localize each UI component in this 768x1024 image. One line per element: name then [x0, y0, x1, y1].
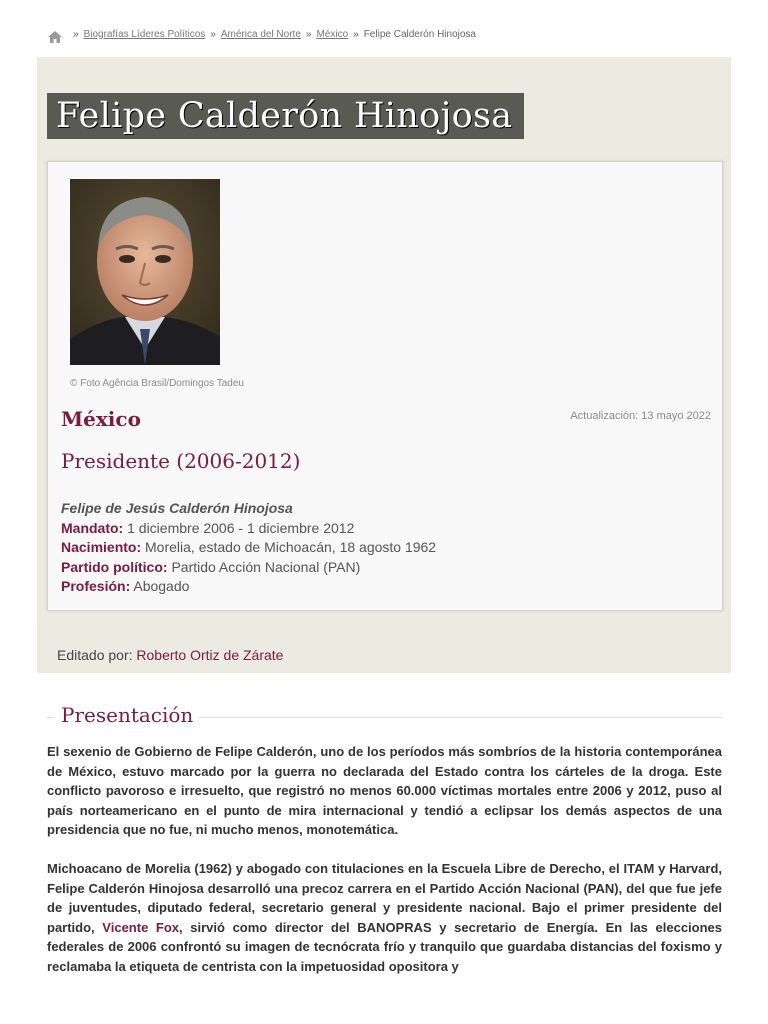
fact-label: Partido político: — [61, 558, 168, 575]
page-title: Felipe Calderón Hinojosa — [56, 96, 513, 136]
editor-name-link[interactable]: Roberto Ortiz de Zárate — [136, 647, 284, 663]
breadcrumb-separator: » — [210, 28, 216, 40]
editor-prefix: Editado por: — [57, 647, 133, 663]
fact-value: Abogado — [133, 578, 190, 595]
fact-label: Mandato: — [61, 519, 124, 536]
photo-credit: © Foto Agência Brasil/Domingos Tadeu — [70, 378, 244, 389]
paragraph-text: Michoacano de Morelia (1962) y abogado con titulaciones en la Escuela Libre de Derecho, el ITAM y Harvard, Felipe Calderón Hinojosa desarrolló una precoz carrera en el Partido Acción Nacional (PAN), del que fue jefe de juventudes, diputado federal, secretario general y presidente nacional. Bajo el primer presidente del partido, — [47, 861, 722, 935]
fact-value: 1 diciembre 2006 - 1 diciembre 2012 — [127, 519, 355, 536]
full-name: Felipe de Jesús Calderón Hinojosa — [61, 500, 293, 516]
breadcrumb-link-america-norte[interactable]: América del Norte — [220, 28, 301, 40]
home-icon[interactable] — [48, 31, 62, 43]
fact-value: Partido Acción Nacional (PAN) — [171, 558, 361, 575]
fact-label: Profesión: — [61, 578, 131, 595]
breadcrumb-current: Felipe Calderón Hinojosa — [363, 28, 476, 40]
vicente-fox-link[interactable]: Vicente Fox — [102, 919, 180, 935]
fact-partido — [61, 558, 436, 578]
breadcrumb-separator: » — [305, 28, 312, 40]
breadcrumb-separator: » — [73, 28, 79, 40]
breadcrumb-separator: » — [353, 28, 359, 40]
section-heading-presentacion — [47, 703, 722, 731]
paragraph — [47, 859, 722, 976]
update-date: Actualización: 13 mayo 2022 — [570, 410, 711, 422]
breadcrumb-link-biografias[interactable]: Biografías Líderes Políticos — [83, 28, 206, 40]
profile-card — [47, 161, 723, 611]
paragraph: El sexenio de Gobierno de Felipe Calderón, uno de los períodos más sombríos de la historia contemporánea de México, estuvo marcado por la guerra no declarada del Estado contra los cárteles de la droga. Este conflicto pavoroso e irresuelto, que registró no menos 60.000 víctimas mortales entre 2006 y 2012, puso al país norteamericano en el punto de mira internacional y tendió a eclipsar los demás aspectos de una presidencia que no fue, ni mucho menos, monotemática. — [47, 744, 722, 837]
role-label: Presidente (2006-2012) — [61, 449, 301, 473]
article-body — [47, 742, 722, 996]
section-title: Presentación — [61, 703, 194, 727]
page-title-box — [47, 93, 524, 139]
fact-mandato — [61, 519, 436, 539]
fact-label: Nacimiento: — [61, 539, 142, 556]
country-label: México — [61, 407, 141, 431]
paragraph-text: , sirvió como director del BANOPRAS y secretario de Energía. En las elecciones federales de 2006 confrontó su imagen de tecnócrata frío y tranquilo que guardaba distancias del foxismo y reclamaba la etiqueta de centrista con la impetuosidad opositora y — [47, 919, 723, 974]
breadcrumb — [48, 28, 476, 40]
heading-rule — [199, 717, 722, 718]
profile-header-panel — [37, 57, 731, 673]
heading-rule — [47, 717, 54, 718]
editor-credit — [57, 647, 283, 663]
fact-nacimiento — [61, 538, 436, 558]
fact-profesion — [61, 577, 436, 597]
breadcrumb-link-mexico[interactable]: México — [316, 28, 349, 40]
profile-facts — [61, 499, 436, 597]
portrait-photo — [70, 179, 220, 365]
fact-value: Morelia, estado de Michoacán, 18 agosto 1962 — [145, 539, 437, 556]
